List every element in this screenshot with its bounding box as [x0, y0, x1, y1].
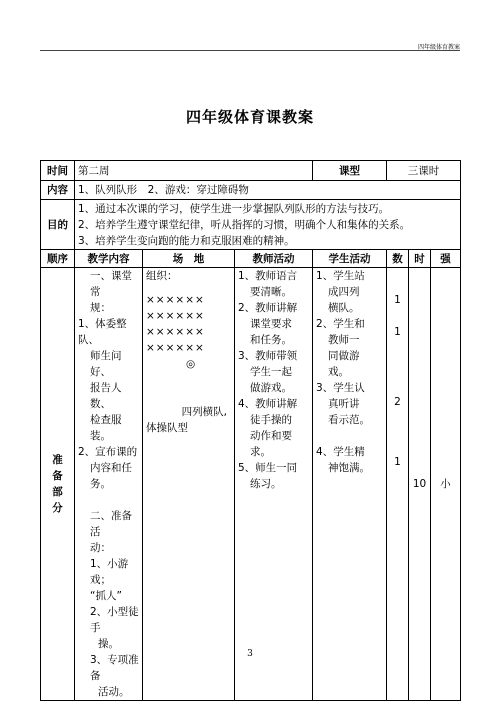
col-header-intensity: 强 [431, 250, 461, 268]
goal-item: 1、通过本次课的学习，使学生进一步掌握队列队形的方法与技巧。 [78, 202, 390, 215]
intensity-value-cell: 小 [431, 268, 461, 701]
teacher-position-icon: ◎ [186, 358, 196, 370]
page-number: 3 [247, 649, 253, 659]
section-label: 准 备 部 分 [41, 268, 75, 701]
goal-label: 目的 [41, 200, 75, 250]
time-label: 时间 [41, 161, 75, 181]
content-label: 内容 [41, 181, 75, 200]
goal-list [75, 200, 461, 250]
field-layout [143, 268, 235, 701]
col-header-student: 学生活动 [313, 250, 387, 268]
content-value: 1、队列队形 2、游戏：穿过障碍物 [75, 181, 461, 200]
student-activity: 1、学生站 成四列 横队。 2、学生和 教师一 同做游 戏。 3、学生认 真听讲 看示范。 4、学生精 神饱满。 [313, 268, 387, 701]
count-column [387, 268, 409, 701]
col-header-content: 教学内容 [75, 250, 143, 268]
header-rule [40, 50, 460, 51]
goal-item: 3、培养学生变向跑的能力和克服困难的精神。 [78, 234, 295, 247]
field-label: 组织： [146, 270, 178, 282]
page-title: 四年级体育课教案 [185, 108, 314, 126]
formation-row: ×××××× [146, 342, 205, 354]
col-header-order: 顺序 [41, 250, 75, 268]
col-header-field: 场 地 [143, 250, 235, 268]
formation-grid [146, 292, 231, 356]
field-note: 四列横队, [181, 406, 227, 418]
col-header-time: 时 [409, 250, 431, 268]
teacher-activity: 1、教师语言 要清晰。 2、教师讲解 课堂要求 和任务。 3、教师带领 学生一起 做游戏。 4、教师讲解 徒手操的 动作和要 求。 5、师生一同 练习。 [235, 268, 313, 701]
teaching-content: 一、课堂常 规： 1、体委整队、 师生问好、 报告人数、 检查服装。 2、宣布课的 内容和任务。 二、准备活 动： 1、小游戏； “抓人” 2、小型徒手 操。 3、专项准备 活动。 [75, 268, 143, 701]
class-type-value: 三课时 [387, 161, 461, 181]
goal-item: 2、培养学生遵守课堂纪律，听从指挥的习惯，明确个人和集体的关系。 [78, 218, 411, 231]
lesson-plan-table [40, 160, 461, 701]
formation-row: ×××××× [146, 326, 205, 338]
formation-row: ×××××× [146, 294, 205, 306]
count-value: 1 [394, 326, 401, 338]
formation-row: ×××××× [146, 310, 205, 322]
count-value: 2 [394, 396, 401, 408]
class-type-label: 课型 [313, 161, 387, 181]
time-value: 第二周 [75, 161, 313, 181]
time-value-cell: 10 [409, 268, 431, 701]
count-value: 1 [394, 456, 401, 468]
col-header-count: 数 [387, 250, 409, 268]
running-header: 四年级体育教案 [417, 44, 460, 51]
count-value: 1 [394, 294, 401, 306]
field-note: 体操队型 [146, 422, 188, 434]
col-header-teacher: 教师活动 [235, 250, 313, 268]
